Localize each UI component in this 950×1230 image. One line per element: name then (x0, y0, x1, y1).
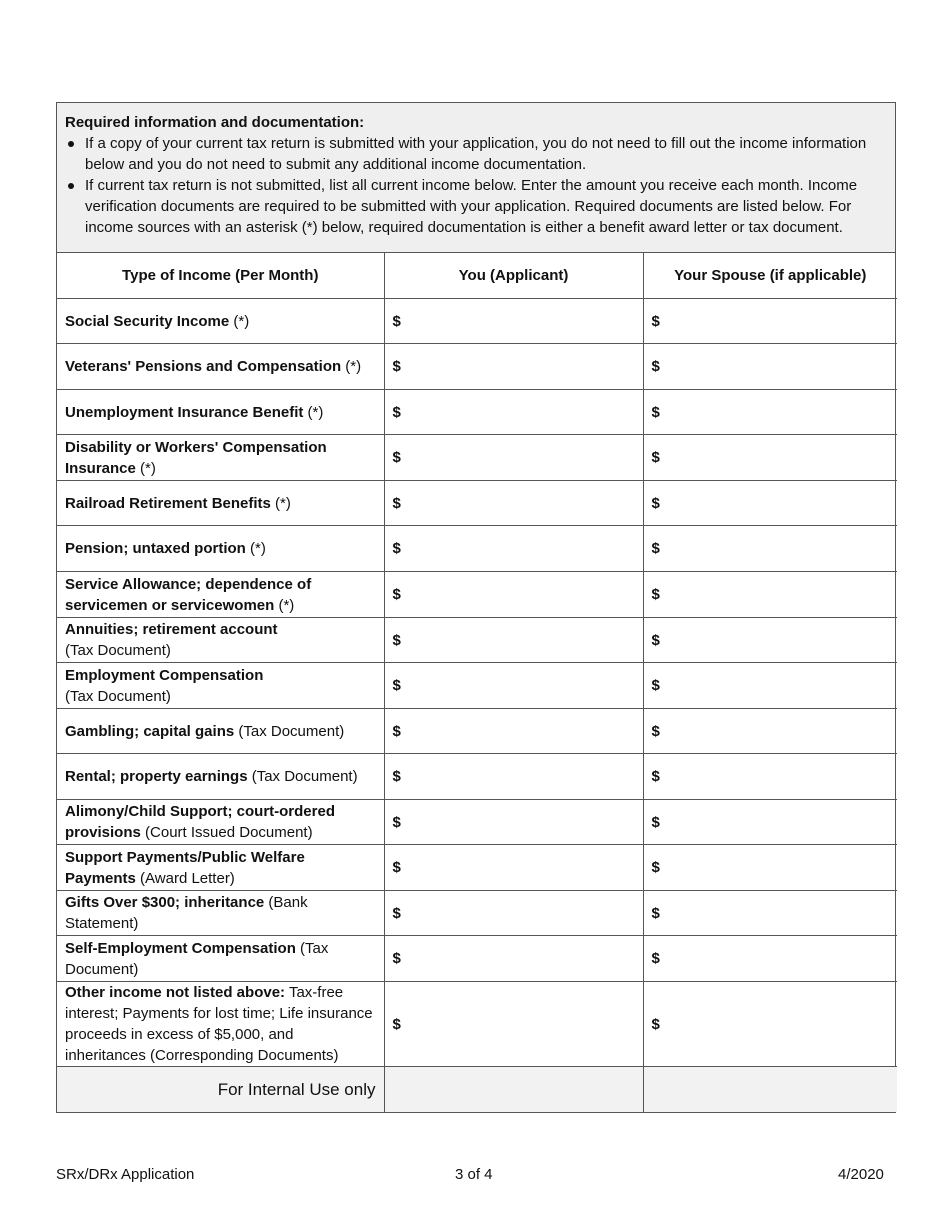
footer-form-name: SRx/DRx Application (56, 1166, 195, 1183)
income-type-cell (57, 435, 384, 481)
income-type-label: Gifts Over $300; inheritance (65, 894, 265, 911)
applicant-amount-field[interactable]: $ (384, 936, 643, 982)
table-row (57, 435, 897, 481)
applicant-amount-field[interactable]: $ (384, 526, 643, 572)
applicant-amount-field[interactable]: $ (384, 299, 643, 344)
spouse-amount-field[interactable]: $ (643, 754, 897, 800)
income-type-label: Service Allowance; dependence of servicemen or servicewomen (65, 575, 312, 614)
footer-date: 4/2020 (838, 1166, 884, 1183)
applicant-amount-field[interactable]: $ (384, 390, 643, 435)
income-type-note: (Tax Document) (65, 939, 329, 978)
internal-use-row (57, 1067, 897, 1112)
table-row (57, 800, 897, 845)
income-type-note: (Court Issued Document) (140, 824, 313, 841)
table-row (57, 618, 897, 663)
income-type-label: Employment Compensation (65, 666, 264, 684)
spouse-amount-field[interactable]: $ (643, 845, 897, 891)
income-type-cell (57, 390, 384, 435)
applicant-amount-field[interactable]: $ (384, 982, 643, 1067)
spouse-amount-field[interactable]: $ (643, 344, 897, 390)
applicant-amount-field[interactable]: $ (384, 481, 643, 526)
internal-use-spouse-cell (643, 1067, 897, 1112)
income-form (56, 102, 896, 1113)
income-type-label: Rental; property earnings (65, 768, 248, 785)
income-type-cell (57, 936, 384, 982)
income-type-note: (Tax Document) (65, 642, 171, 659)
spouse-amount-field[interactable]: $ (643, 390, 897, 435)
spouse-amount-field[interactable]: $ (643, 709, 897, 754)
applicant-amount-field[interactable]: $ (384, 572, 643, 618)
applicant-amount-field[interactable]: $ (384, 344, 643, 390)
spouse-amount-field[interactable]: $ (643, 936, 897, 982)
income-type-label: Support Payments/Public Welfare Payments (65, 848, 305, 887)
info-bullet-list (65, 133, 885, 238)
applicant-amount-field[interactable]: $ (384, 663, 643, 709)
income-type-note: (*) (341, 358, 362, 375)
income-type-label: Alimony/Child Support; court-ordered provisions (65, 803, 335, 841)
income-type-note: (*) (270, 494, 291, 512)
income-type-cell (57, 663, 384, 709)
info-title: Required information and documentation: (65, 114, 365, 131)
income-type-label: Unemployment Insurance Benefit (65, 403, 304, 421)
spouse-amount-field[interactable]: $ (643, 891, 897, 936)
income-type-cell (57, 344, 384, 390)
income-type-cell (57, 572, 384, 618)
spouse-amount-field[interactable]: $ (643, 572, 897, 618)
income-type-note: (*) (135, 459, 156, 477)
table-row (57, 709, 897, 754)
income-type-label: Pension; untaxed portion (65, 540, 246, 557)
table-row (57, 481, 897, 526)
income-type-cell (57, 754, 384, 800)
table-row (57, 572, 897, 618)
income-type-note: Tax-free interest; Payments for lost time; Life insurance proceeds in excess of $5,000, and inheritances (Corresponding Documents) (65, 984, 373, 1064)
income-type-note: (*) (229, 312, 250, 330)
header-applicant: You (Applicant) (384, 253, 643, 299)
spouse-amount-field[interactable]: $ (643, 481, 897, 526)
applicant-amount-field[interactable]: $ (384, 435, 643, 481)
header-income-type: Type of Income (Per Month) (57, 253, 384, 299)
income-type-note: (*) (303, 403, 324, 421)
applicant-amount-field[interactable]: $ (384, 845, 643, 891)
table-row (57, 663, 897, 709)
income-type-label: Annuities; retirement account (65, 621, 278, 638)
table-row (57, 982, 897, 1067)
table-row (57, 891, 897, 936)
income-type-cell (57, 618, 384, 663)
income-type-cell (57, 299, 384, 344)
income-type-label: Social Security Income (65, 312, 230, 330)
table-header-row (57, 253, 897, 299)
income-type-cell (57, 481, 384, 526)
footer-page-number: 3 of 4 (455, 1166, 493, 1183)
income-type-note: (Tax Document) (247, 768, 358, 785)
income-type-cell (57, 709, 384, 754)
spouse-amount-field[interactable]: $ (643, 299, 897, 344)
internal-use-label: For Internal Use only (57, 1067, 384, 1112)
income-type-note: (Award Letter) (135, 869, 235, 887)
income-type-note: (Bank Statement) (65, 894, 308, 932)
spouse-amount-field[interactable]: $ (643, 800, 897, 845)
internal-use-applicant-cell (384, 1067, 643, 1112)
applicant-amount-field[interactable]: $ (384, 800, 643, 845)
info-bullet: If a copy of your current tax return is submitted with your application, you do not need to fill out the income information below and you do not need to submit any additional income documentation. (85, 133, 885, 175)
info-box (57, 103, 895, 253)
spouse-amount-field[interactable]: $ (643, 982, 897, 1067)
table-row (57, 754, 897, 800)
income-type-cell (57, 982, 384, 1067)
table-row (57, 526, 897, 572)
income-type-note: (Tax Document) (65, 687, 171, 705)
income-type-cell (57, 800, 384, 845)
table-row (57, 299, 897, 344)
income-type-label: Railroad Retirement Benefits (65, 494, 271, 512)
spouse-amount-field[interactable]: $ (643, 663, 897, 709)
income-type-label: Self-Employment Compensation (65, 939, 296, 957)
income-type-note: (*) (245, 540, 266, 557)
income-type-label: Gambling; capital gains (65, 722, 235, 740)
applicant-amount-field[interactable]: $ (384, 618, 643, 663)
table-row (57, 845, 897, 891)
table-row (57, 344, 897, 390)
header-spouse: Your Spouse (if applicable) (643, 253, 897, 299)
income-type-note: (*) (274, 596, 295, 614)
income-type-cell (57, 526, 384, 572)
spouse-amount-field[interactable]: $ (643, 618, 897, 663)
table-row (57, 936, 897, 982)
income-type-cell (57, 845, 384, 891)
income-type-note: (Tax Document) (234, 722, 345, 740)
table-row (57, 390, 897, 435)
income-type-label: Veterans' Pensions and Compensation (65, 358, 342, 375)
spouse-amount-field[interactable]: $ (643, 435, 897, 481)
income-type-cell (57, 891, 384, 936)
applicant-amount-field[interactable]: $ (384, 709, 643, 754)
income-table (57, 253, 897, 1112)
income-type-label: Disability or Workers' Compensation Insurance (65, 438, 327, 477)
income-type-label: Other income not listed above: (65, 984, 286, 1001)
applicant-amount-field[interactable]: $ (384, 754, 643, 800)
spouse-amount-field[interactable]: $ (643, 526, 897, 572)
info-bullet: If current tax return is not submitted, list all current income below. Enter the amount you receive each month. Income verification documents are required to be submitted with your application. Required documents are listed below. For income sources with an asterisk (*) below, required documentation is either a benefit award letter or tax document. (85, 175, 885, 238)
applicant-amount-field[interactable]: $ (384, 891, 643, 936)
